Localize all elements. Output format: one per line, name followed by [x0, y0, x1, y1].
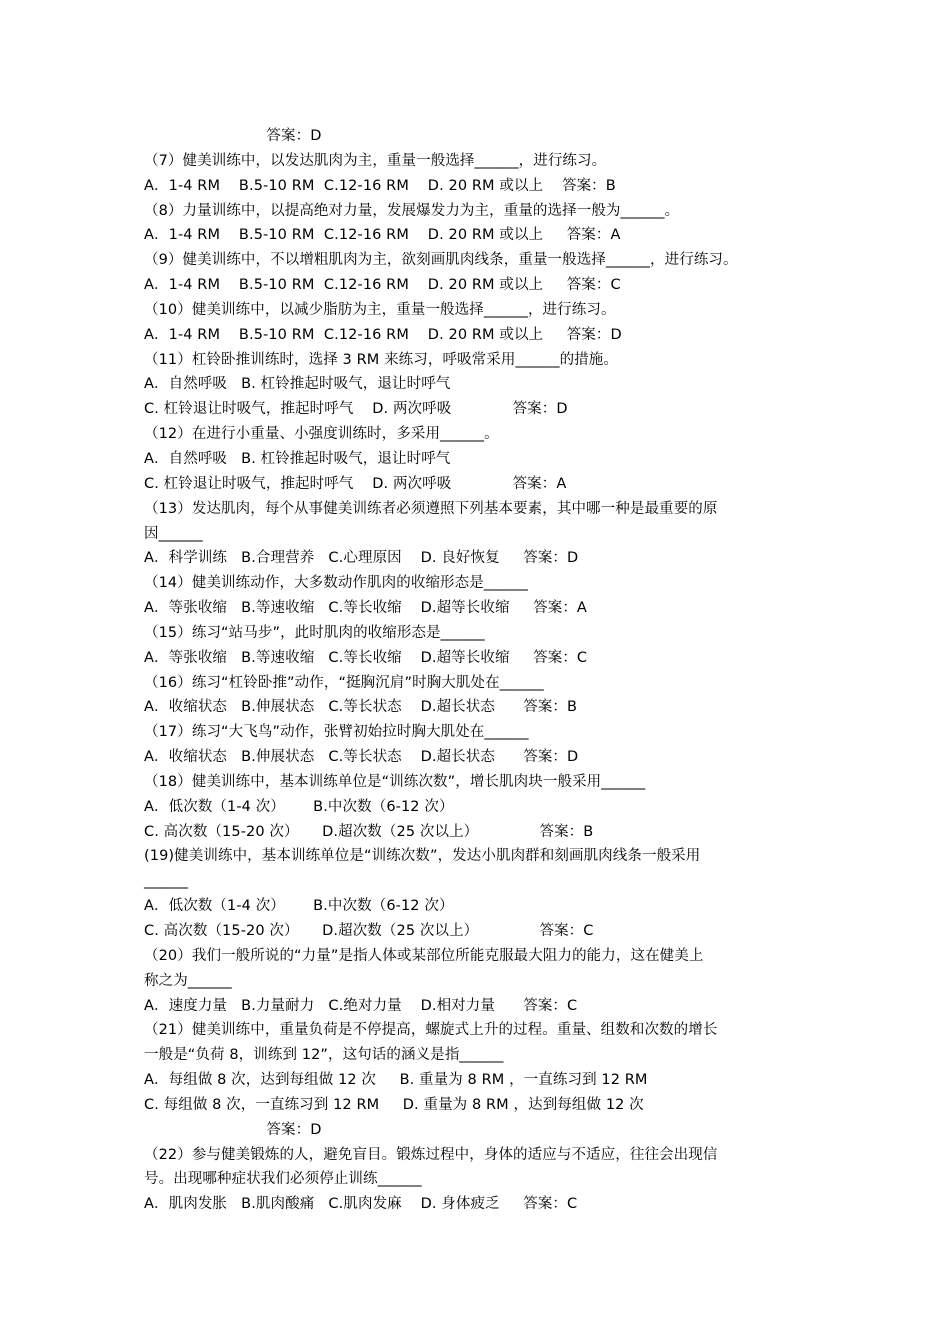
- text-line: （16）练习“杠铃卧推”动作，“挺胸沉肩”时胸大肌处在______: [144, 674, 544, 691]
- text-line: （18）健美训练中，基本训练单位是“训练次数”，增长肌肉块一般采用______: [144, 773, 646, 790]
- text-line: (19)健美训练中，基本训练单位是“训练次数”，发达小肌肉群和刻画肌肉线条一般采用: [144, 848, 701, 865]
- text-line: 答案：D: [144, 1121, 322, 1138]
- text-line: A．科学训练 B.合理营养 C.心理原因 D. 良好恢复 答案：D: [144, 550, 579, 567]
- text-line: A．1-4 RM B.5-10 RM C.12-16 RM D. 20 RM 或以上 答案：C: [144, 277, 621, 294]
- text-line: （15）练习“站马步”，此时肌肉的收缩形态是______: [144, 624, 485, 641]
- text-line: （7）健美训练中，以发达肌肉为主，重量一般选择______，进行练习。: [144, 152, 607, 169]
- text-line: C. 高次数（15-20 次） D.超次数（25 次以上） 答案：C: [144, 923, 594, 939]
- text-line: A．等张收缩 B.等速收缩 C.等长收缩 D.超等长收缩 答案：C: [144, 649, 588, 666]
- text-line: （12）在进行小重量、小强度训练时，多采用______。: [144, 426, 499, 443]
- text-line: A．等张收缩 B.等速收缩 C.等长收缩 D.超等长收缩 答案：A: [144, 600, 587, 617]
- text-line: （9）健美训练中，不以增粗肌肉为主，欲刻画肌肉线条，重量一般选择______，进行练习。: [144, 252, 738, 269]
- text-line: A．速度力量 B.力量耐力 C.绝对力量 D.相对力量 答案：C: [144, 997, 578, 1014]
- text-line: ______: [144, 873, 189, 890]
- text-line: C. 杠铃退让时吸气，推起时呼气 D. 两次呼吸 答案：D: [144, 401, 568, 418]
- text-line: （21）健美训练中，重量负荷是不停提高，螺旋式上升的过程。重量、组数和次数的增长: [144, 1022, 718, 1039]
- text-line: C. 高次数（15-20 次） D.超次数（25 次以上） 答案：B: [144, 823, 594, 840]
- text-line: A．1-4 RM B.5-10 RM C.12-16 RM D. 20 RM 或以上 答案：D: [144, 326, 622, 343]
- text-line: （11）杠铃卧推训练时，选择 3 RM 来练习，呼吸常采用______的措施。: [144, 351, 618, 368]
- text-line: 称之为______: [144, 972, 232, 989]
- text-line: C. 杠铃退让时吸气，推起时呼气 D. 两次呼吸 答案：A: [144, 475, 567, 492]
- text-line: （13）发达肌肉，每个从事健美训练者必须遵照下列基本要素，其中哪一种是最重要的原: [144, 500, 718, 517]
- text-line: A．收缩状态 B.伸展状态 C.等长状态 D.超长状态 答案：D: [144, 749, 579, 766]
- text-line: （22）参与健美锻炼的人，避免盲目。锻炼过程中，身体的适应与不适应，往往会出现信: [144, 1146, 718, 1163]
- text-line: 号。出现哪种症状我们必须停止训练______: [144, 1171, 422, 1188]
- text-line: （17）练习“大飞鸟”动作，张臂初始拉时胸大肌处在______: [144, 724, 529, 741]
- question-list: [144, 124, 814, 1217]
- text-line: A．低次数（1-4 次） B.中次数（6-12 次）: [144, 898, 454, 915]
- text-line: （8）力量训练中，以提高绝对力量，发展爆发力为主，重量的选择一般为______。: [144, 202, 680, 219]
- text-line: A．低次数（1-4 次） B.中次数（6-12 次）: [144, 798, 454, 815]
- text-line: 一般是“负荷 8，训练到 12”，这句话的涵义是指______: [144, 1047, 504, 1064]
- text-line: 答案：D: [144, 128, 322, 144]
- text-line: A．自然呼吸 B. 杠铃推起时吸气，退让时呼气: [144, 376, 451, 393]
- text-line: 因______: [144, 525, 203, 542]
- text-line: （10）健美训练中，以减少脂肪为主，重量一般选择______，进行练习。: [144, 301, 616, 318]
- text-line: C. 每组做 8 次，一直练习到 12 RM D. 重量为 8 RM ，达到每组做 12 次: [144, 1096, 644, 1113]
- text-line: A．肌肉发胀 B.肌肉酸痛 C.肌肉发麻 D. 身体疲乏 答案：C: [144, 1196, 578, 1213]
- text-line: A．1-4 RM B.5-10 RM C.12-16 RM D. 20 RM 或以上 答案：B: [144, 177, 616, 194]
- text-line: A．每组做 8 次，达到每组做 12 次 B. 重量为 8 RM ，一直练习到 12 RM: [144, 1072, 648, 1089]
- text-line: （20）我们一般所说的“力量”是指人体或某部位所能克服最大阻力的能力，这在健美上: [144, 947, 704, 964]
- text-line: A．1-4 RM B.5-10 RM C.12-16 RM D. 20 RM 或以上 答案：A: [144, 227, 621, 244]
- text-line: A．收缩状态 B.伸展状态 C.等长状态 D.超长状态 答案：B: [144, 699, 578, 716]
- text-line: A．自然呼吸 B. 杠铃推起时吸气，退让时呼气: [144, 450, 451, 467]
- text-line: （14）健美训练动作，大多数动作肌肉的收缩形态是______: [144, 575, 528, 592]
